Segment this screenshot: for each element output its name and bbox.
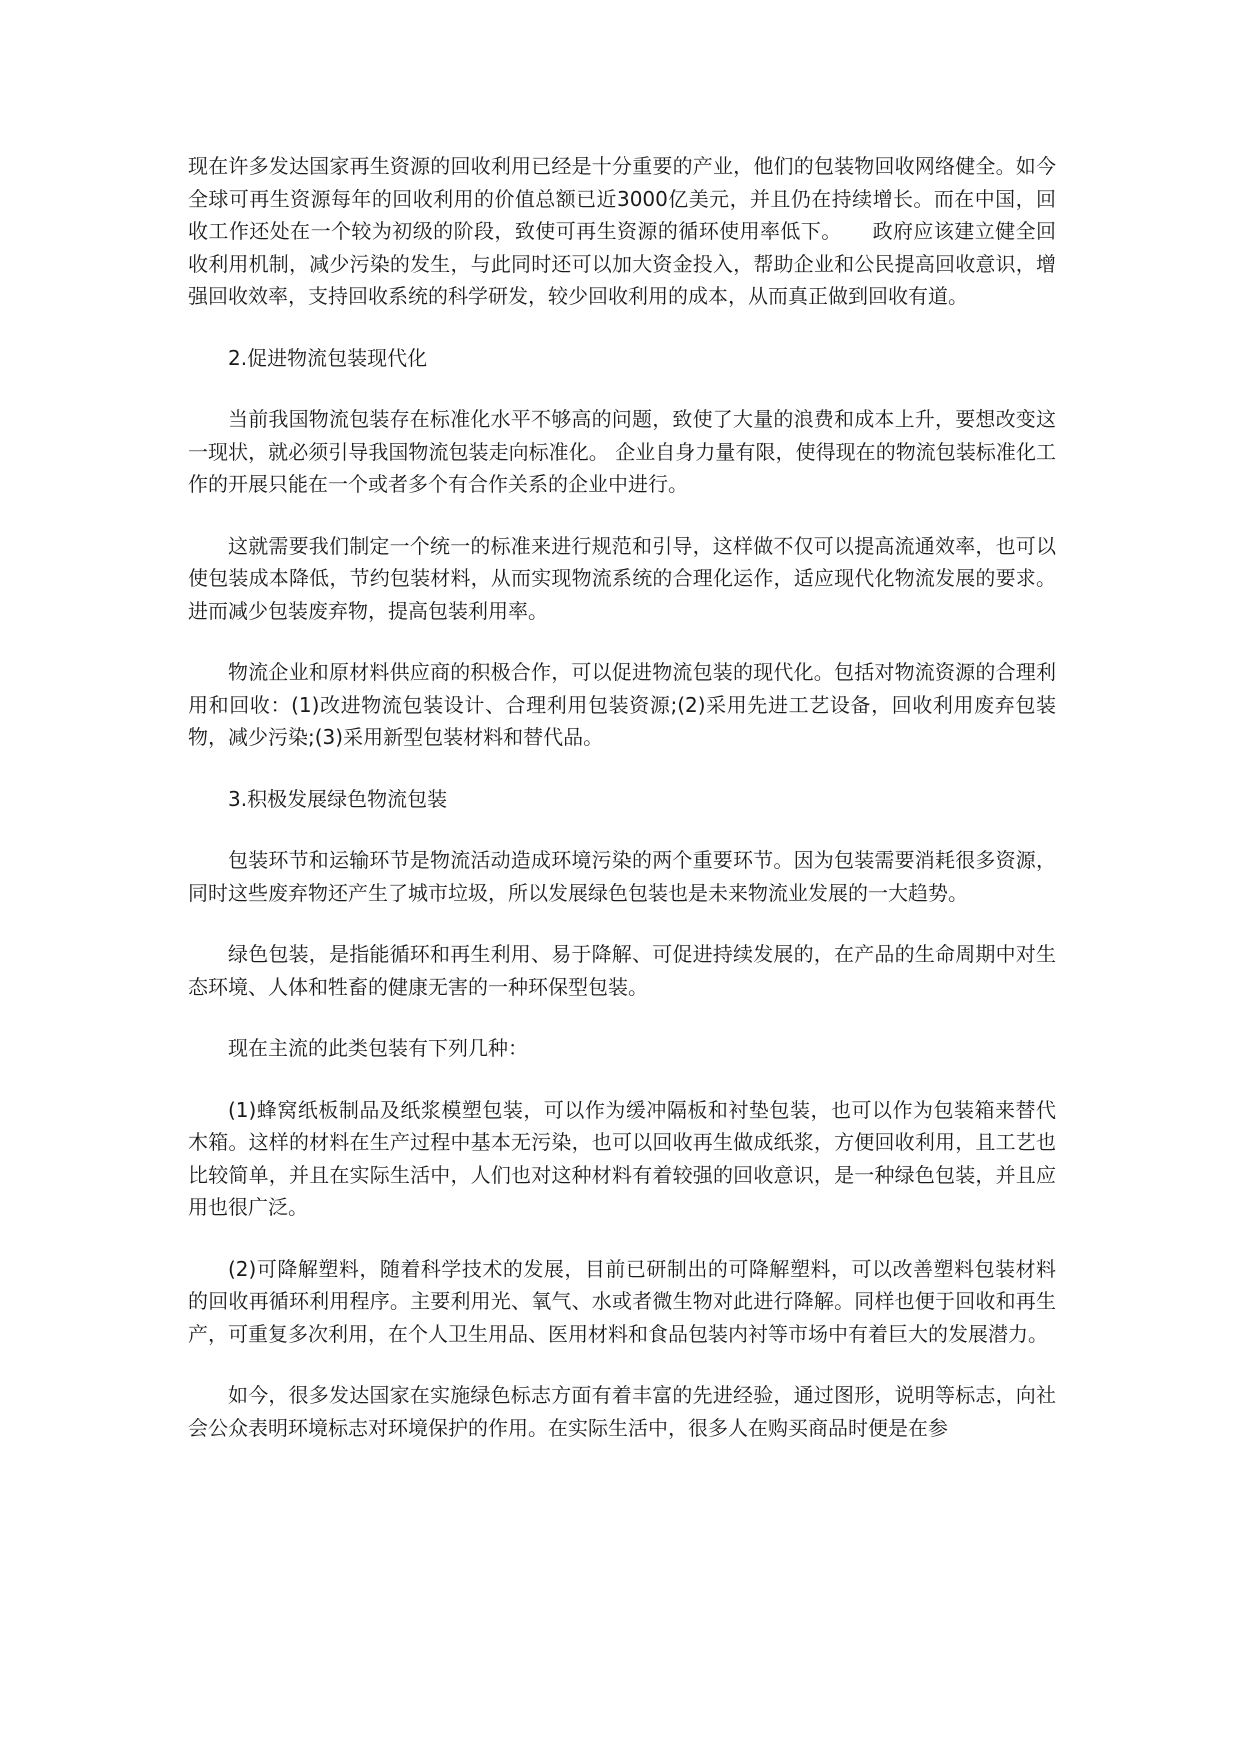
- paragraph-degradable-plastic: (2)可降解塑料，随着科学技术的发展，目前已研制出的可降解塑料，可以改善塑料包装材料的回收再循环利用程序。主要利用光、氧气、水或者微生物对此进行降解。同样也便于回收和再生产，可重复多次利用，在个人卫生用品、医用材料和食品包装内衬等市场中有着巨大的发展潜力。: [188, 1256, 1056, 1346]
- paragraph-cooperation: 物流企业和原材料供应商的积极合作，可以促进物流包装的现代化。包括对物流资源的合理利用和回收：(1)改进物流包装设计、合理利用包装资源;(2)采用先进工艺设备，回收利用废弃包装物，减少污染;(3)采用新型包装材料和替代品。: [188, 660, 1056, 749]
- section-heading-modernization: 2.促进物流包装现代化: [228, 345, 428, 370]
- paragraph-green-labels: 如今，很多发达国家在实施绿色标志方面有着丰富的先进经验，通过图形，说明等标志，向社会公众表明环境标志对环境保护的作用。在实际生活中，很多人在购买商品时便是在参: [188, 1383, 1056, 1440]
- paragraph-mainstream-types: 现在主流的此类包装有下列几种：: [228, 1036, 528, 1060]
- paragraph-green-definition: 绿色包装，是指能循环和再生利用、易于降解、可促进持续发展的，在产品的生命周期中对生态环境、人体和牲畜的健康无害的一种环保型包装。: [188, 942, 1056, 999]
- paragraph-unified-standard: 这就需要我们制定一个统一的标准来进行规范和引导，这样做不仅可以提高流通效率，也可以使包装成本降低，节约包装材料，从而实现物流系统的合理化运作，适应现代化物流发展的要求。进而减少包装废弃物，提高包装利用率。: [188, 533, 1056, 623]
- document-body: [188, 150, 1056, 1473]
- paragraph-recycling-overview: 现在许多发达国家再生资源的回收利用已经是十分重要的产业，他们的包装物回收网络健全。如今全球可再生资源每年的回收利用的价值总额已近3000亿美元，并且仍在持续增长。而在中国，回收工作还处在一个较为初级的阶段，致使可再生资源的循环使用率低下。 政府应该建立健全回收利用机制，减少污染的发生，与此同时还可以加大资金投入，帮助企业和公民提高回收意识，增强回收效率，支持回收系统的科学研发，较少回收利用的成本，从而真正做到回收有道。: [188, 154, 1056, 308]
- paragraph-honeycomb-paperboard: (1)蜂窝纸板制品及纸浆模塑包装，可以作为缓冲隔板和衬垫包装，也可以作为包装箱来替代木箱。这样的材料在生产过程中基本无污染，也可以回收再生做成纸浆，方便回收利用，且工艺也比较简单，并且在实际生活中，人们也对这种材料有着较强的回收意识，是一种绿色包装，并且应用也很广泛。: [188, 1097, 1056, 1219]
- paragraph-pollution-links: 包装环节和运输环节是物流活动造成环境污染的两个重要环节。因为包装需要消耗很多资源，同时这些废弃物还产生了城市垃圾，所以发展绿色包装也是未来物流业发展的一大趋势。: [188, 848, 1056, 905]
- paragraph-standardization-problem: 当前我国物流包装存在标准化水平不够高的问题，致使了大量的浪费和成本上升，要想改变这一现状，就必须引导我国物流包装走向标准化。 企业自身力量有限，使得现在的物流包装标准化工作的开展只能在一个或者多个有合作关系的企业中进行。: [188, 407, 1056, 496]
- section-heading-green-packaging: 3.积极发展绿色物流包装: [228, 786, 448, 811]
